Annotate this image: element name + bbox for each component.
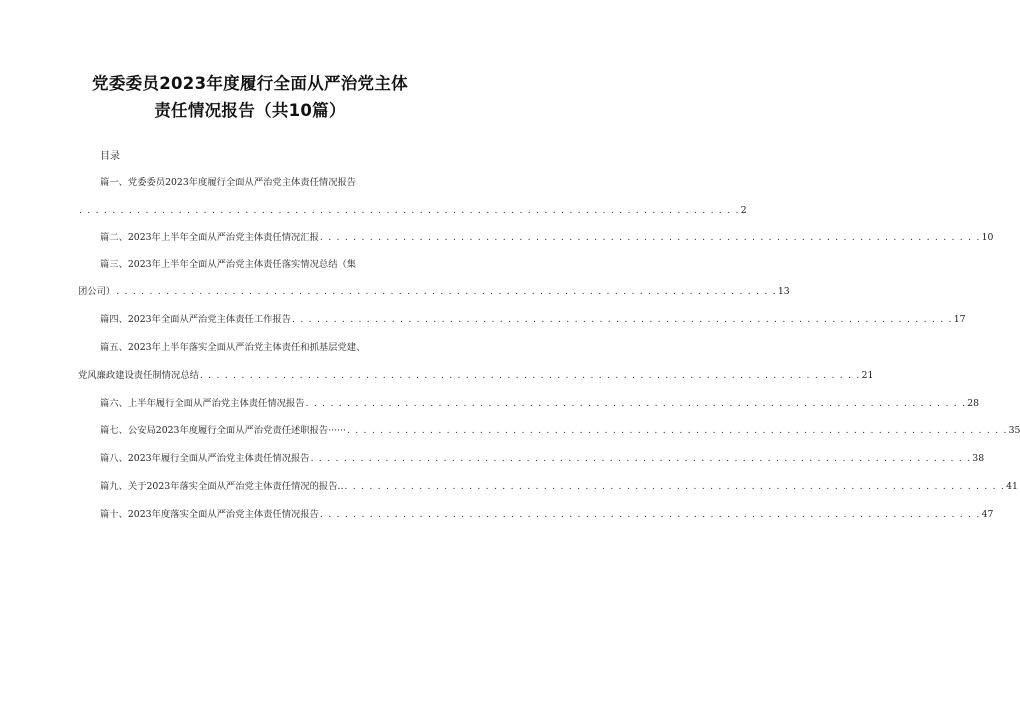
toc-leader-dots: . . . . . . . . . . . . . . . . . . . . . . . . . . . . . . . . . . . . . . . . . . . . . . . . . . . . . . . . . . . . . . . . . . . . . . . . . . . . . . . . [310, 453, 972, 464]
toc-entry-line[interactable] [78, 369, 874, 383]
document-title-line-1: 党委委员2023年度履行全面从严治党主体 [92, 74, 408, 93]
toc-page-number: 13 [777, 286, 790, 297]
toc-entry-line[interactable] [78, 285, 790, 299]
toc-entry-line[interactable] [100, 231, 994, 245]
toc-page-number: 35 [1008, 425, 1020, 436]
toc-leader-dots: . . . . . . . . . . . . . . . . . . . . . . . . . . . . . . . . . . . . . . . . . . . . . . . . . . . . . . . . . . . . . . . . . . . . . . . . . . . . . . . . [319, 509, 981, 520]
toc-entry-title: 篇三、2023年上半年全面从严治党主体责任落实情况总结（集 [100, 259, 357, 270]
toc-entry-title: 篇八、2023年履行全面从严治党主体责任情况报告 [100, 453, 310, 464]
toc-entry-line[interactable] [78, 204, 747, 218]
toc-leader-dots: . . . . . . . . . . . . . . . . . . . . . . . . . . . . . . . . . . . . . . . . . . . . . . . . . . . . . . . . . . . . . . . . . . . . . . . . . . . . . . . . [292, 314, 953, 325]
toc-entry-title: 篇五、2023年上半年落实全面从严治党主体责任和抓基层党建、 [100, 342, 366, 353]
toc-entry-line[interactable] [100, 313, 966, 327]
toc-leader-dots: . . . . . . . . . . . . . . . . . . . . . . . . . . . . . . . . . . . . . . . . . . . . . . . . . . . . . . . . . . . . . . . . . . . . . . . . . . . . . . . . [199, 370, 861, 381]
toc-page-number: 10 [981, 232, 994, 243]
toc-entry-title: 篇九、关于2023年落实全面从严治党主体责任情况的报告.. [100, 481, 344, 492]
toc-entry-line[interactable] [100, 452, 985, 466]
toc-entry-line[interactable] [100, 176, 424, 190]
toc-entry-title: 篇七、公安局2023年度履行全面从严治党责任述职报告······ [100, 425, 346, 436]
toc-entry-title-continued: 团公司） [78, 286, 116, 297]
toc-entry-title-continued: 党风廉政建设责任制情况总结 [78, 370, 199, 381]
toc-entry-title: 篇四、2023年全面从严治党主体责任工作报告 [100, 314, 292, 325]
toc-heading: 目录 [100, 151, 120, 162]
toc-entry-title: 篇二、2023年上半年全面从严治党主体责任情况汇报 [100, 232, 319, 243]
toc-page-number: 28 [967, 398, 980, 409]
toc-page-number: 38 [972, 453, 985, 464]
toc-leader-dots: . . . . . . . . . . . . . . . . . . . . . . . . . . . . . . . . . . . . . . . . . . . . . . . . . . . . . . . . . . . . . . . . . . . . . . . . . . . . . . . . [346, 425, 1008, 436]
toc-entry-line[interactable] [100, 397, 980, 411]
toc-entry-line[interactable] [100, 341, 424, 355]
toc-page-number: 41 [1006, 481, 1018, 492]
toc-entry-title: 篇一、党委委员2023年度履行全面从严治党主体责任情况报告 [100, 177, 357, 188]
toc-page-number: 17 [953, 314, 966, 325]
toc-leader-dots: . . . . . . . . . . . . . . . . . . . . . . . . . . . . . . . . . . . . . . . . . . . . . . . . . . . . . . . . . . . . . . . . . . . . . . . . . . . . . . . . [79, 205, 740, 216]
document-title-line-2: 责任情况报告（共10篇） [154, 101, 346, 120]
toc-entry-line[interactable] [100, 508, 994, 522]
toc-entry-title: 篇十、2023年度落实全面从严治党主体责任情况报告 [100, 509, 319, 520]
toc-entry-line[interactable] [100, 424, 1020, 438]
toc-leader-dots: . . . . . . . . . . . . . . . . . . . . . . . . . . . . . . . . . . . . . . . . . . . . . . . . . . . . . . . . . . . . . . . . . . . . . . . . . . . . . . . . [344, 481, 1006, 492]
toc-leader-dots: . . . . . . . . . . . . . . . . . . . . . . . . . . . . . . . . . . . . . . . . . . . . . . . . . . . . . . . . . . . . . . . . . . . . . . . . . . . . . . . . [305, 398, 967, 409]
toc-entry-line[interactable] [100, 480, 1018, 494]
toc-leader-dots: . . . . . . . . . . . . . . . . . . . . . . . . . . . . . . . . . . . . . . . . . . . . . . . . . . . . . . . . . . . . . . . . . . . . . . . . . . . . . . . . [319, 232, 981, 243]
toc-page-number: 2 [740, 205, 747, 216]
toc-entry-title: 篇六、上半年履行全面从严治党主体责任情况报告 [100, 398, 305, 409]
toc-page-number: 47 [981, 509, 994, 520]
toc-entry-line[interactable] [100, 258, 424, 272]
toc-page-number: 21 [861, 370, 874, 381]
toc-leader-dots: . . . . . . . . . . . . . . . . . . . . . . . . . . . . . . . . . . . . . . . . . . . . . . . . . . . . . . . . . . . . . . . . . . . . . . . . . . . . . . . . [116, 286, 777, 297]
